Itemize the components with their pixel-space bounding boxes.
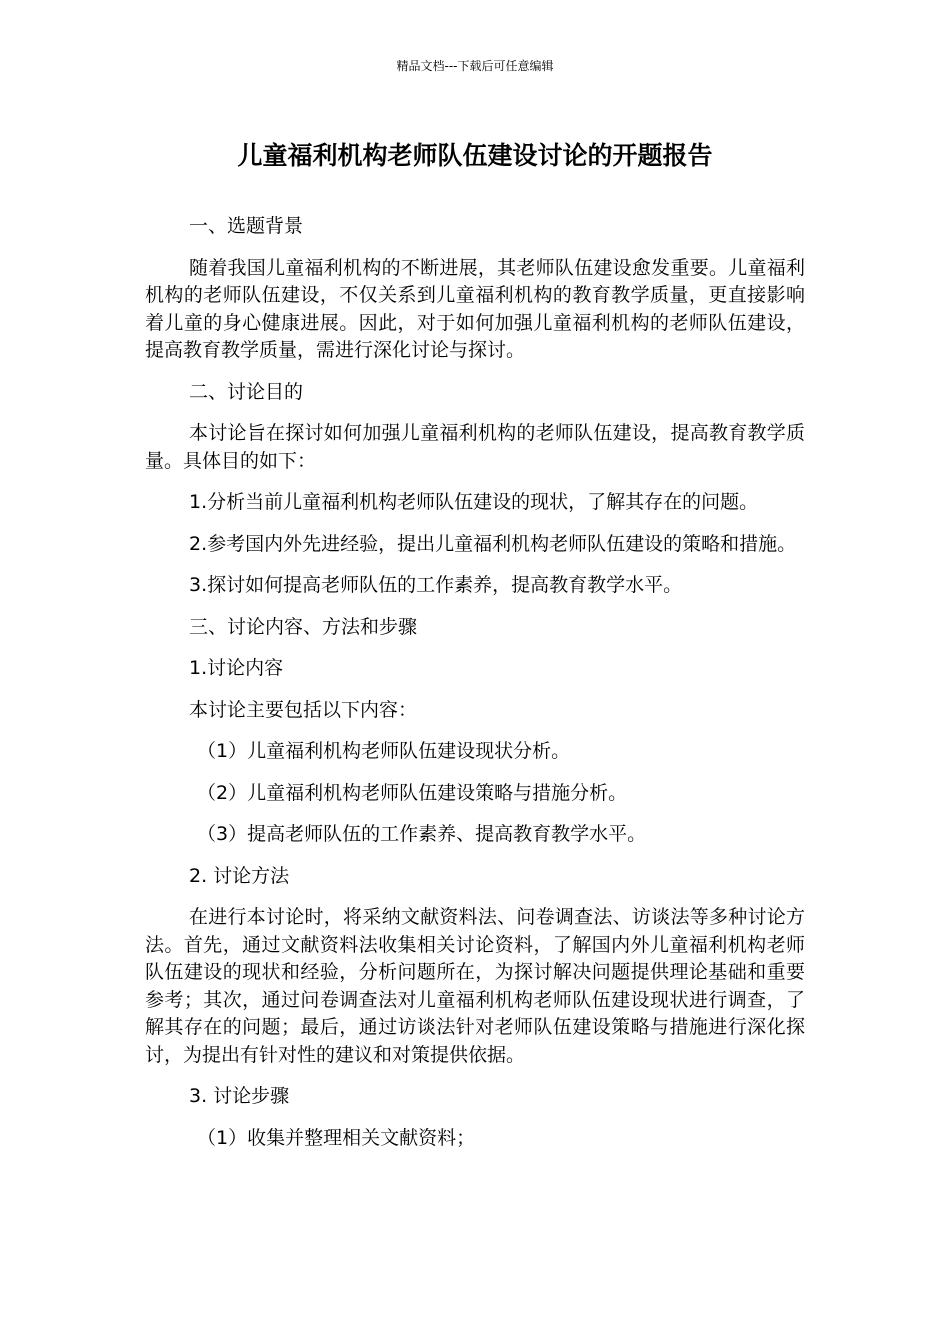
- subheading-content: 1.讨论内容: [189, 657, 284, 679]
- subheading-steps: 3. 讨论步骤: [189, 1085, 290, 1107]
- document-body: [145, 213, 805, 1166]
- section-heading-background: 一、选题背景: [189, 215, 304, 237]
- content-item-1: （1）儿童福利机构老师队伍建设现状分析。: [197, 740, 571, 762]
- method-paragraph: 在进行本讨论时，将采纳文献资料法、问卷调查法、访谈法等多种讨论方法。首先，通过文献资料法收集相关讨论资料，了解国内外儿童福利机构老师队伍建设的现状和经验，分析问题所在，为探讨解决问题提供理论基础和重要参考；其次，通过问卷调查法对儿童福利机构老师队伍建设现状进行调查，了解其存在的问题；最后，通过访谈法针对老师队伍建设策略与措施进行深化探讨，为提出有针对性的建议和对策提供依据。: [145, 906, 805, 1066]
- content-item-3: （3）提高老师队伍的工作素养、提高教育教学水平。: [197, 823, 647, 845]
- background-paragraph: 随着我国儿童福利机构的不断进展，其老师队伍建设愈发重要。儿童福利机构的老师队伍建设，不仅关系到儿童福利机构的教育教学质量，更直接影响着儿童的身心健康进展。因此，对于如何加强儿童福利机构的老师队伍建设，提高教育教学质量，需进行深化讨论与探讨。: [145, 256, 805, 361]
- content-item-2: （2）儿童福利机构老师队伍建设策略与措施分析。: [197, 781, 628, 804]
- page-header: 精品文档---下载后可任意编辑: [396, 59, 554, 73]
- subheading-method: 2. 讨论方法: [189, 864, 290, 887]
- section-heading-content-method-steps: 三、讨论内容、方法和步骤: [189, 615, 418, 638]
- purpose-paragraph: 本讨论旨在探讨如何加强儿童福利机构的老师队伍建设，提高教育教学质量。具体目的如下：: [145, 422, 805, 472]
- document-title: 儿童福利机构老师队伍建设讨论的开题报告: [237, 141, 713, 170]
- purpose-item-1: 1.分析当前儿童福利机构老师队伍建设的现状，了解其存在的问题。: [189, 491, 759, 513]
- content-intro: 本讨论主要包括以下内容：: [189, 698, 418, 721]
- section-heading-purpose: 二、讨论目的: [189, 380, 304, 403]
- purpose-item-2: 2.参考国内外先进经验，提出儿童福利机构老师队伍建设的策略和措施。: [189, 532, 797, 555]
- step-item-1: （1）收集并整理相关文献资料；: [197, 1126, 476, 1149]
- purpose-item-3: 3.探讨如何提高老师队伍的工作素养，提高教育教学水平。: [189, 574, 683, 596]
